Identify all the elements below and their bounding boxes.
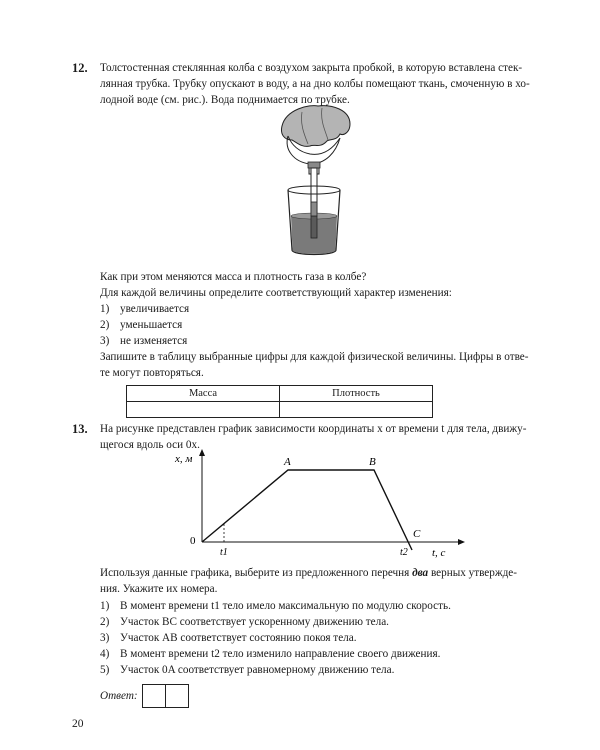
table-header-mass: Масса [127, 386, 280, 402]
q12-option-1-number: 1) [100, 303, 110, 315]
q13-statement-5-number: 5) [100, 664, 110, 676]
point-c-label: C [413, 528, 421, 540]
q13-statement-5 [100, 663, 394, 679]
answer-label: Ответ: [100, 690, 138, 702]
t1-tick-label: t1 [220, 547, 228, 558]
q13-text-line2: щегося вдоль оси 0x. [100, 439, 200, 451]
t2-tick-label: t2 [400, 547, 408, 558]
xt-line [202, 470, 412, 550]
q13-statement-3 [100, 631, 357, 647]
q13-statement-3-number: 3) [100, 632, 110, 644]
q12-option-3 [100, 334, 187, 350]
x-axis-label: t, с [432, 547, 446, 559]
q13-prompt-emphasis: два [412, 567, 429, 579]
q12-instruction-line1: Запишите в таблицу выбранные цифры для каждой физической величины. Цифры в отве- [100, 351, 529, 363]
q13-prompt-line1 [100, 566, 517, 582]
q12-option-3-text: не изменяется [120, 335, 188, 347]
q13-statement-4-text: В момент времени t2 тело изменило направление своего движения. [120, 648, 441, 660]
q12-option-1 [100, 302, 189, 318]
page-number: 20 [72, 718, 84, 730]
q13-statement-1-number: 1) [100, 600, 110, 612]
answer-cell-density[interactable] [280, 402, 433, 418]
q13-prompt-part-b: верных утвержде- [430, 567, 517, 579]
q13-statement-1 [100, 599, 451, 615]
q13-statement-4-number: 4) [100, 648, 110, 660]
q12-question2: Для каждой величины определите соответствующий характер изменения: [100, 287, 452, 299]
q13-statement-2-number: 2) [100, 616, 110, 628]
q13-statement-2-text: Участок BC соответствует ускоренному движению тела. [120, 616, 389, 628]
origin-label: 0 [190, 535, 196, 547]
question-13-number: 13. [72, 422, 88, 436]
q13-statement-3-text: Участок AB соответствует состоянию покоя тела. [120, 632, 357, 644]
q12-instruction-line2: те могут повторяться. [100, 367, 204, 379]
q12-answer-table [126, 385, 433, 418]
q13-statement-1-text: В момент времени t1 тело имело максимальную по модулю скорость. [120, 600, 451, 612]
q13-prompt-part-a: Используя данные графика, выберите из предложенного перечня [100, 567, 410, 579]
q13-statement-5-text: Участок 0A соответствует равномерному движению тела. [120, 664, 395, 676]
table-header-density: Плотность [280, 386, 433, 402]
q13-statement-4 [100, 647, 440, 663]
q12-option-2-number: 2) [100, 319, 110, 331]
point-b-label: B [369, 456, 376, 468]
y-axis-label: x, м [175, 453, 193, 465]
point-a-label: A [284, 456, 291, 468]
q12-option-1-text: увеличивается [120, 303, 190, 315]
answer-box-2[interactable] [165, 684, 189, 708]
q12-text-line3: лодной воде (см. рис.). Вода поднимается по трубке. [100, 94, 350, 106]
q13-prompt-line2: ния. Укажите их номера. [100, 583, 218, 595]
q12-text-line2: лянная трубка. Трубку опускают в воду, а на дно колбы помещают ткань, смоченную в хо- [100, 78, 530, 90]
q12-option-2-text: уменьшается [120, 319, 183, 331]
flask-illustration [270, 104, 360, 262]
answer-box-1[interactable] [142, 684, 166, 708]
q12-question1: Как при этом меняются масса и плотность газа в колбе? [100, 271, 367, 283]
q13-answer-row [100, 684, 189, 708]
q12-option-3-number: 3) [100, 335, 110, 347]
answer-cell-mass[interactable] [127, 402, 280, 418]
q12-option-2 [100, 318, 182, 334]
xt-graph [160, 446, 470, 562]
q13-statement-2 [100, 615, 389, 631]
q12-text-line1: Толстостенная стеклянная колба с воздухом закрыта пробкой, в которую вставлена стек- [100, 62, 523, 74]
q13-text-line1: На рисунке представлен график зависимости координаты x от времени t для тела, движу- [100, 423, 527, 435]
question-12-number: 12. [72, 61, 88, 75]
